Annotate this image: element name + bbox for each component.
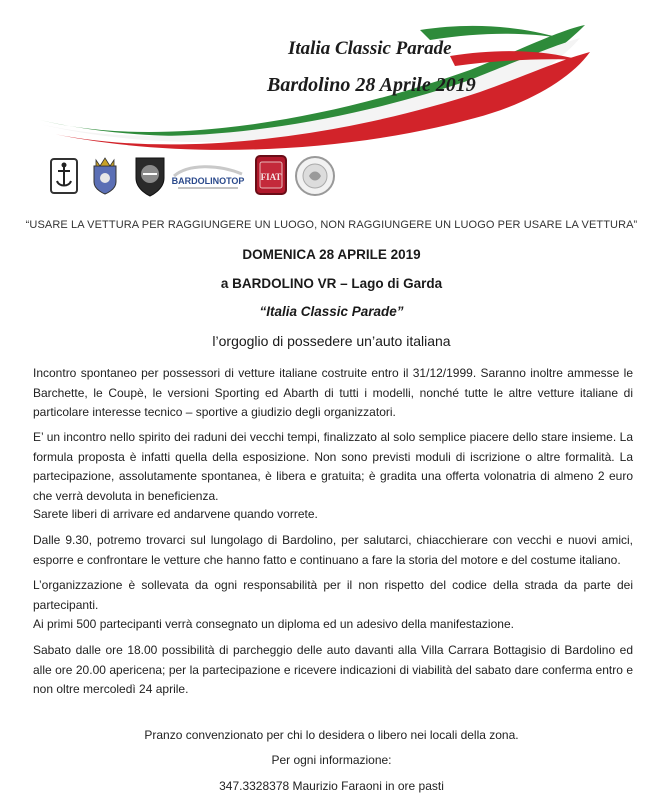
event-location-heading: a BARDOLINO VR – Lago di Garda	[220, 276, 443, 291]
municipal-crest-logo	[90, 156, 120, 196]
paragraph-eligibility: Incontro spontaneo per possessori di vetture italiane costruite entro il 31/12/1999. Saranno inoltre ammesse le Barchette, le Coupè, le versioni Sporting ed Abarth di tutti i modelli, nonché tutte le altre vetture italiane di particolare interesse tecnico – sportive a giudizio degli organizzatori.	[33, 366, 633, 419]
anchor-crest-logo	[50, 158, 78, 194]
bardolino-top-label: BARDOLINOTOP	[171, 176, 245, 186]
event-date-heading: DOMENICA 28 APRILE 2019	[242, 247, 421, 262]
event-tagline: l’orgoglio di possedere un’auto italiana	[212, 333, 451, 349]
paragraph-diploma: Ai primi 500 partecipanti verrà consegnato un diploma ed un adesivo della manifestazione.	[33, 617, 514, 631]
motto-quote: “USARE LA VETTURA PER RAGGIUNGERE UN LUOGO, NON RAGGIUNGERE UN LUOGO PER USARE LA VETTURA”	[25, 219, 638, 231]
event-name-heading: “Italia Classic Parade”	[259, 304, 404, 319]
paragraph-saturday: Sabato dalle ore 18.00 possibilità di parcheggio delle auto davanti alla Villa Carrara Bottagisio di Bardolino ed alle ore 20.00 apericena; per la partecipazione e ricevere indicazioni di viabilità del sabato dare conferma entro e non oltre mercoledì 24 aprile.	[33, 643, 633, 696]
info-label: Per ogni informazione:	[271, 753, 392, 767]
fiat-logo	[254, 154, 288, 196]
contact-phone: 347.3328378 Maurizio Faraoni in ore pasti	[219, 779, 444, 793]
lunch-note: Pranzo convenzionato per chi lo desidera o libero nei locali della zona.	[144, 728, 519, 742]
sponsor-logos	[44, 152, 624, 202]
event-date-title: Bardolino 28 Aprile 2019	[267, 74, 476, 96]
fiat-label: FIAT	[260, 172, 282, 182]
bardolino-top-logo	[168, 162, 248, 192]
paragraph-schedule: Dalle 9.30, potremo trovarci sul lungolago di Bardolino, per salutarci, chiacchierare con vecchi e nuovi amici, esporre e confrontare le vetture che hanno fatto e continuano a fare la storia del motore e del costume italiano.	[33, 533, 633, 567]
round-emblem-logo	[294, 152, 336, 200]
event-title: Italia Classic Parade	[288, 38, 452, 59]
paragraph-arrival: Sarete liberi di arrivare ed andarvene quando vorrete.	[33, 507, 318, 521]
car-club-shield-logo	[132, 154, 168, 198]
paragraph-liability: L’organizzazione è sollevata da ogni responsabilità per il non rispetto del codice della strada da parte dei partecipanti.	[33, 578, 633, 612]
paragraph-spirit: E’ un incontro nello spirito dei raduni dei vecchi tempi, finalizzato al solo semplice piacere dello stare insieme. La formula proposta è infatti quella della esposizione. Non sono previsti moduli di iscrizione o altre formalità. La partecipazione, assolutamente spontanea, è libera e gratuita; è gradita una offerta volonatria di almeno 2 euro che verrà devoluta in beneficienza.	[33, 430, 633, 503]
